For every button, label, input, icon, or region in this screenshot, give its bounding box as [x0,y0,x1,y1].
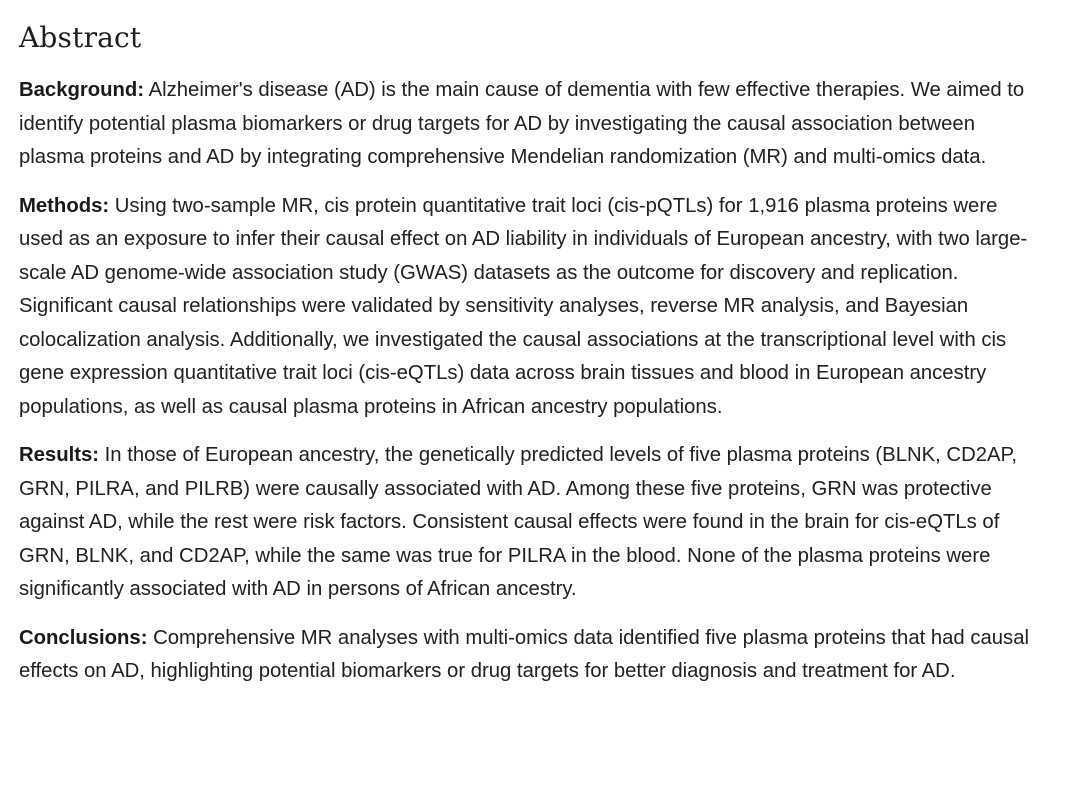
abstract-section [19,20,1031,704]
background-label: Background: [19,79,145,101]
results-paragraph [19,439,1031,607]
abstract-heading: Abstract [19,21,142,54]
methods-text: Using two-sample MR, cis protein quantitative trait loci (cis-pQTLs) for 1,916 plasma proteins were used as an exposure to infer their causal effect on AD liability in individuals of European ancestry, with two large-scale AD genome-wide association study (GWAS) datasets as the outcome for discovery and replication. Significant causal relationships were validated by sensitivity analyses, reverse MR analysis, and Bayesian colocalization analysis. Additionally, we investigated the causal associations at the transcriptional level with cis gene expression quantitative trait loci (cis-eQTLs) data across brain tissues and blood in European ancestry populations, as well as causal plasma proteins in African ancestry populations. [19,194,1028,418]
methods-paragraph [19,190,1031,425]
results-text: In those of European ancestry, the genetically predicted levels of five plasma proteins (BLNK, CD2AP, GRN, PILRA, and PILRB) were causally associated with AD. Among these five proteins, GRN was protective against AD, while the rest were risk factors. Consistent causal effects were found in the brain for cis-eQTLs of GRN, BLNK, and CD2AP, while the same was true for PILRA in the blood. None of the plasma proteins were significantly associated with AD in persons of African ancestry. [19,444,1018,600]
background-text: Alzheimer's disease (AD) is the main cause of dementia with few effective therapies. We aimed to identify potential plasma biomarkers or drug targets for AD by investigating the causal association between plasma proteins and AD by integrating comprehensive Mendelian randomization (MR) and multi-omics data. [19,79,1025,168]
methods-label: Methods: [19,194,110,217]
conclusions-paragraph [19,622,1031,689]
results-label: Results: [19,444,100,466]
conclusions-text: Comprehensive MR analyses with multi-omics data identified five plasma proteins that had causal effects on AD, highlighting potential biomarkers or drug targets for better diagnosis and treatment for AD. [19,626,1029,682]
background-paragraph [19,74,1031,175]
conclusions-label: Conclusions: [19,626,148,649]
